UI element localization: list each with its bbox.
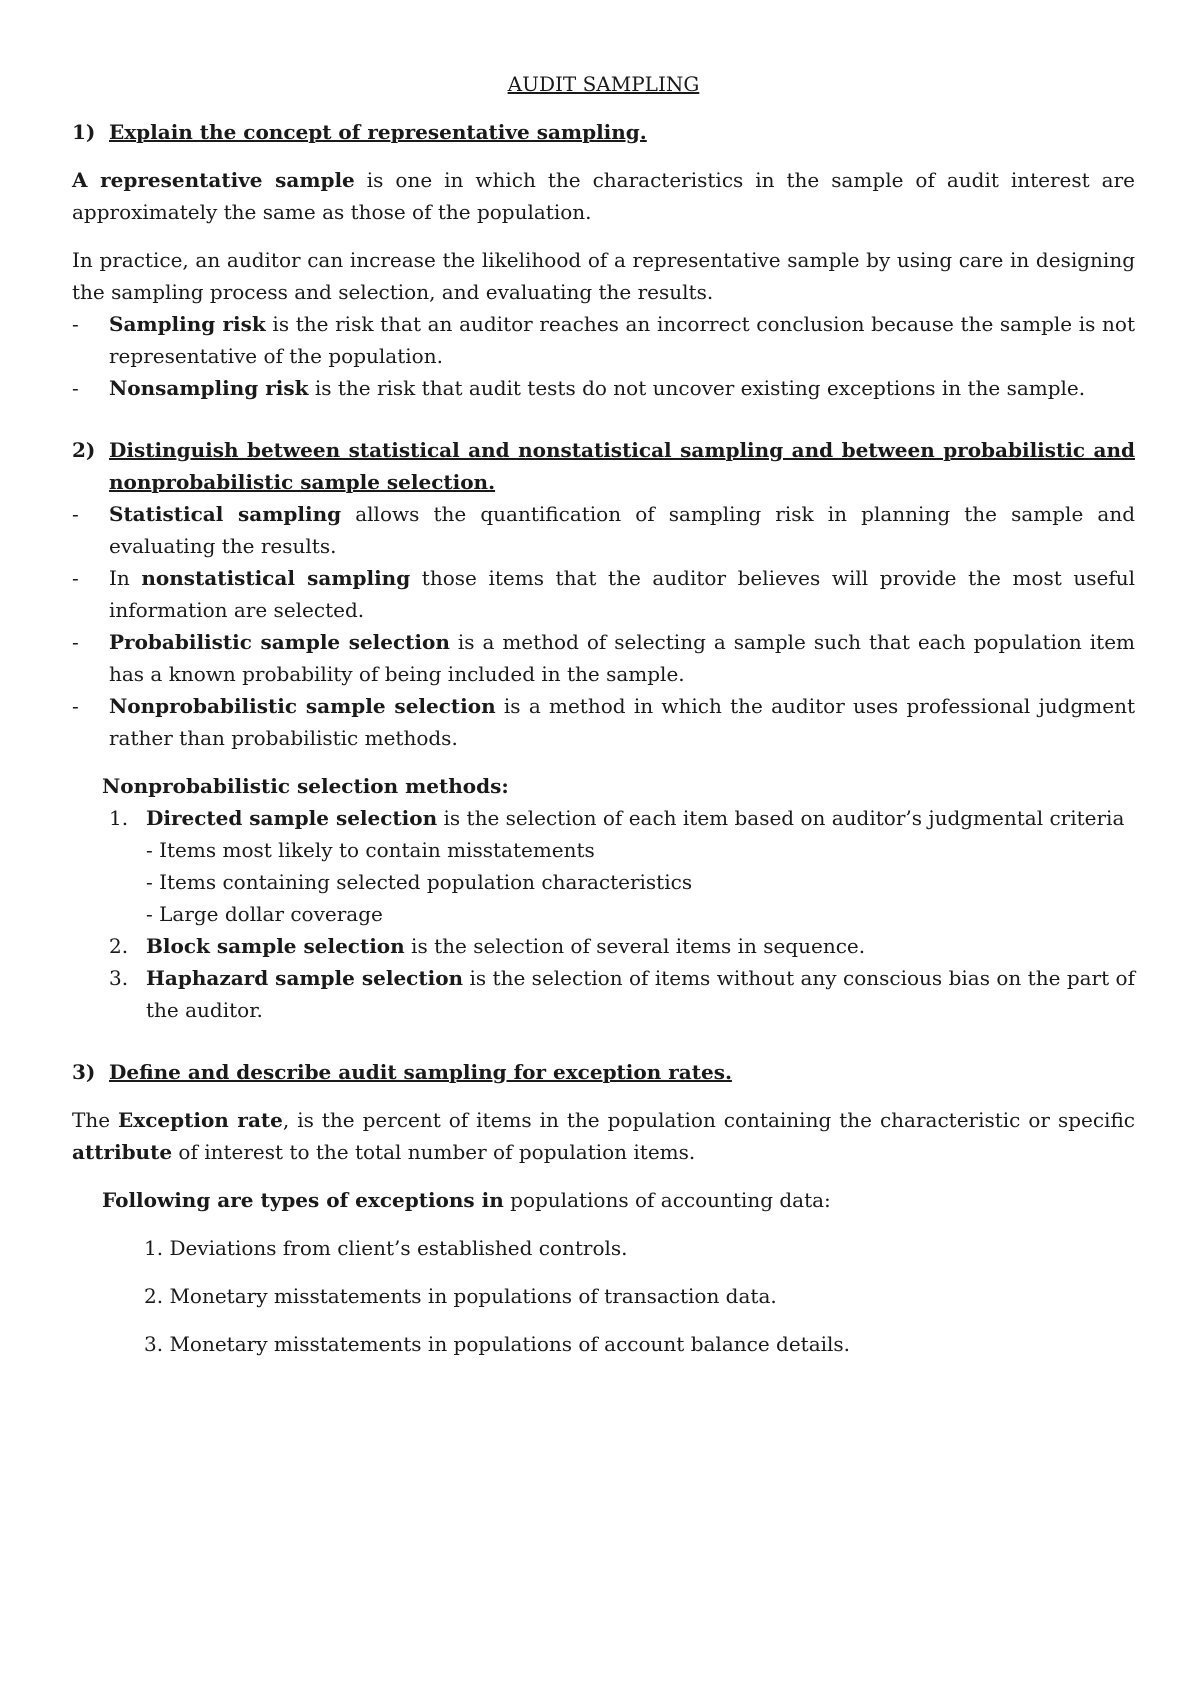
sub-item: - Items containing selected population characteristics [146,870,693,894]
dash-bullet: - [72,566,79,590]
exception-types-rest: populations of accounting data: [503,1188,831,1212]
dash-bullet: - [72,376,79,400]
term-attribute: attribute [72,1140,173,1164]
dash-bullet: - [72,694,79,718]
lead-text: The [72,1108,119,1132]
term: Nonprobabilistic sample selection [109,694,496,718]
sub-item: - Large dollar coverage [146,902,383,926]
q1-number: 1) [72,120,96,144]
q2-heading-text: Distinguish between statistical and nonstatistical sampling and between probabilistic and nonprobabilistic sample selection. [109,438,1135,494]
q2-heading [72,434,1135,498]
term: Sampling risk [109,312,266,336]
list-item-directed [72,802,1135,930]
term-exception-rate: Exception rate [118,1108,283,1132]
q1-paragraph-2: In practice, an auditor can increase the likelihood of a representative sample by using care in designing the sampling process and selection, and evaluating the results. [72,248,1135,304]
list-item [36,626,1135,690]
directed-sub-list [72,834,1135,930]
exception-type-item: 2. Monetary misstatements in populations of transaction data. [144,1284,777,1308]
list-item-text [109,498,1135,562]
exception-type-item: 3. Monetary misstatements in populations of account balance details. [144,1332,851,1356]
method-number: 2. [109,934,129,958]
term: Nonsampling risk [109,376,309,400]
term: Block sample selection [146,934,405,958]
list-item-haphazard [72,962,1135,1026]
section-q2 [72,434,1135,1026]
q3-heading-text: Define and describe audit sampling for exception rates. [109,1060,732,1084]
method-text [146,930,1135,962]
q1-heading-text: Explain the concept of representative sampling. [109,120,647,144]
method-number: 3. [109,966,129,990]
q3-heading [72,1056,1135,1088]
list-item [36,498,1135,562]
document-page [72,68,1135,1360]
exception-types-heading [72,1184,1135,1216]
definition: is the selection of items without any conscious bias on the part of the auditor. [146,966,1135,1022]
list-item [36,690,1135,754]
methods-list [72,802,1135,1026]
q1-paragraph-1-text: is one in which the characteristics in the sample of audit interest are approximately the same as those of the population. [72,168,1135,224]
tail-text: of interest to the total number of population items. [172,1140,696,1164]
mid-text: , is the percent of items in the population containing the characteristic or specific [282,1108,1135,1132]
sub-item: - Items most likely to contain misstatements [146,838,595,862]
method-row [54,930,1135,962]
dash-bullet: - [72,502,79,526]
definition: those items that the auditor believes will provide the most useful information are selected. [109,566,1136,622]
definition: is a method of selecting a sample such that each population item has a known probability of being included in the sample. [109,630,1135,686]
q1-risk-list [72,308,1135,404]
term: Directed sample selection [146,806,438,830]
exception-type-item: 1. Deviations from client’s established controls. [144,1236,628,1260]
q1-heading [72,116,1135,148]
list-item-block [72,930,1135,962]
q1-paragraph-1-term: A representative sample [72,168,355,192]
list-item-text [109,626,1135,690]
method-row [54,962,1135,1026]
term: Statistical sampling [109,502,342,526]
list-item-text [109,562,1135,626]
definition: is the risk that an auditor reaches an incorrect conclusion because the sample is not representative of the population. [109,312,1136,368]
q2-sampling-list [72,498,1135,754]
method-text [146,802,1135,834]
definition: allows the quantification of sampling risk in planning the sample and evaluating the results. [109,502,1136,558]
method-text [146,962,1135,1026]
list-item [36,372,1135,404]
q3-paragraph [72,1104,1135,1168]
dash-bullet: - [72,630,79,654]
exception-types-bold: Following are types of exceptions in [102,1188,504,1212]
section-q3 [72,1056,1135,1360]
q1-paragraph-1 [72,164,1135,228]
list-item [36,562,1135,626]
q2-number: 2) [72,438,96,462]
prefix: In [109,566,142,590]
definition: is the selection of several items in sequence. [404,934,866,958]
list-item [36,308,1135,372]
definition: is a method in which the auditor uses professional judgment rather than probabilistic methods. [109,694,1135,750]
term: Probabilistic sample selection [109,630,450,654]
section-q1 [72,116,1135,404]
term: Haphazard sample selection [146,966,464,990]
list-item-text [109,690,1135,754]
q3-number: 3) [72,1060,96,1084]
list-item-text [109,308,1135,372]
methods-heading: Nonprobabilistic selection methods: [102,774,509,798]
definition: is the selection of each item based on auditor’s judgmental criteria [437,806,1125,830]
list-item-text [109,372,1135,404]
method-number: 1. [109,806,129,830]
dash-bullet: - [72,312,79,336]
page-title: AUDIT SAMPLING [507,72,700,96]
method-row [54,802,1135,834]
definition: is the risk that audit tests do not uncover existing exceptions in the sample. [308,376,1086,400]
term: nonstatistical sampling [141,566,411,590]
